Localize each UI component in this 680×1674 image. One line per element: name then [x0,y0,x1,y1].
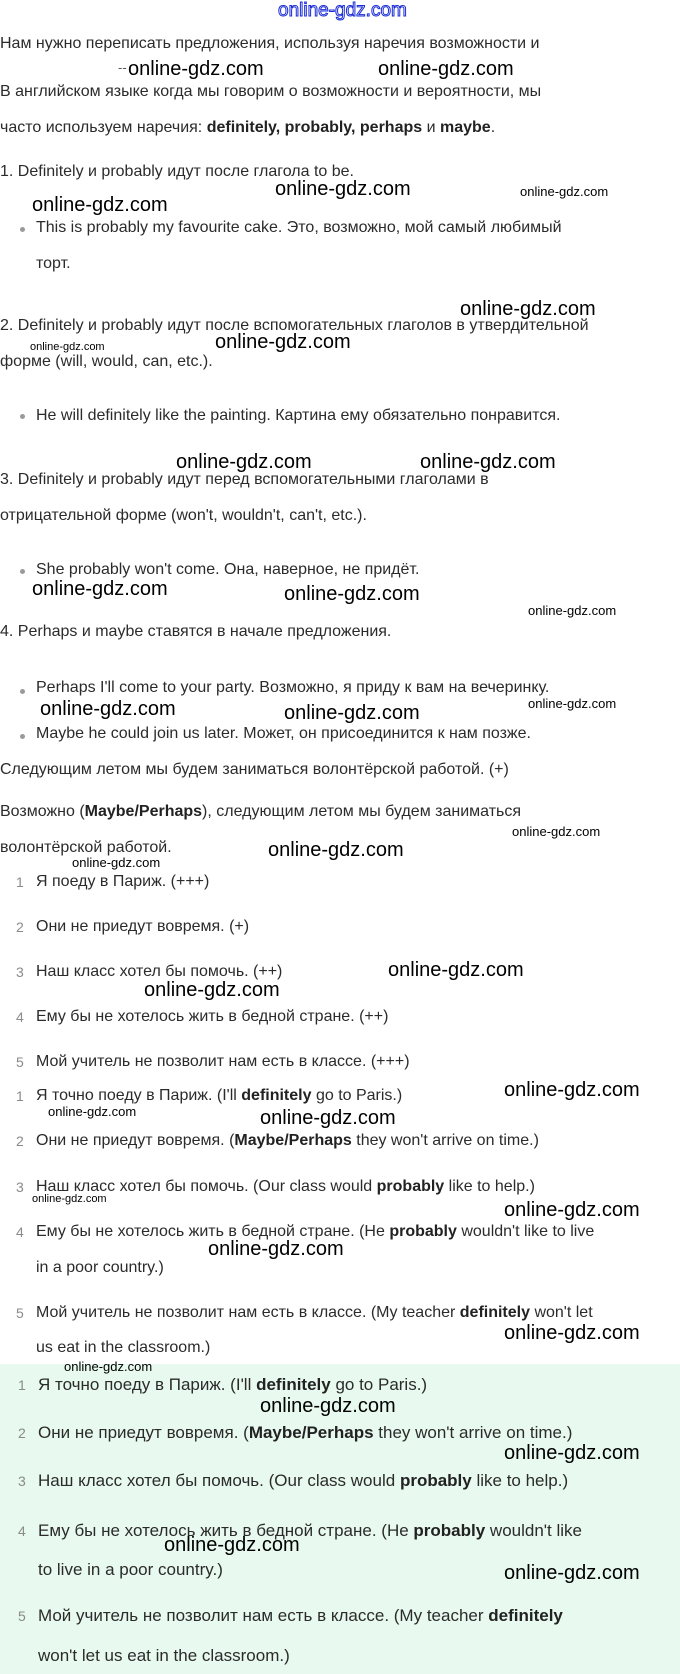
rule-2-example: He will definitely like the painting. Картина ему обязательно понравится. [36,407,561,424]
site-logo[interactable]: online-gdz.com [278,0,407,21]
rule-1-heading: 1. Definitely и probably идут после глагола to be. [0,163,354,180]
answer-number: 5 [16,1305,24,1321]
final-answer-text [38,1471,568,1491]
answer-text [36,1303,593,1323]
bullet-icon [20,414,25,419]
rule-1-example-line-1: This is probably my favourite cake. Это, возможно, мой самый любимый [36,219,562,236]
final-answer-text-line-2: won't let us eat in the classroom.) [38,1646,290,1665]
task-text: Они не приедут вовремя. (+) [36,918,250,935]
final-answer-adverb: probably [399,1471,472,1490]
final-answer-pre: Наш класс хотел бы помочь. (Our class would [38,1471,400,1490]
answer-pre: Они не приедут вовремя. ( [36,1132,235,1149]
watermark: online-gdz.com [284,583,420,605]
watermark: online-gdz.com [284,702,420,724]
answer-post: won't let [530,1304,593,1321]
watermark: online-gdz.com [520,184,609,199]
intro-line-2: В английском языке когда мы говорим о возможности и вероятности, мы [0,83,542,100]
example-task-line-2-end: ), следующим летом мы будем заниматься [202,803,522,820]
watermark: online-gdz.com [176,451,312,473]
task-number: 4 [16,1009,24,1025]
task-number: 2 [16,919,24,935]
final-answer-pre: Ему бы не хотелось жить в бедной стране. (He [38,1521,414,1540]
answer-number: 1 [16,1088,24,1104]
watermark: online-gdz.com [504,1199,640,1221]
intro-dot: . [490,119,496,136]
intro-and: и [422,119,440,136]
answer-adverb: probably [376,1178,445,1195]
intro-dash: -- [118,60,127,75]
watermark: online-gdz.com [504,1322,640,1344]
rule-3-heading-line-1: 3. Definitely и probably идут перед вспомогательными глаголами в [0,471,489,488]
watermark: online-gdz.com [32,1193,107,1205]
answer-adverb: definitely [241,1087,312,1104]
answer-text [36,1131,539,1151]
watermark: online-gdz.com [64,1359,153,1374]
watermark: online-gdz.com [40,698,176,720]
example-task-bold: Maybe/Perhaps [84,803,203,820]
final-answer-pre: Они не приедут вовремя. ( [38,1423,249,1442]
answer-pre: Наш класс хотел бы помочь. (Our class would [36,1178,377,1195]
task-number: 3 [16,964,24,980]
watermark: online-gdz.com [512,824,601,839]
final-answer-text [38,1375,427,1395]
final-answer-adverb: probably [413,1521,486,1540]
answer-number: 3 [16,1179,24,1195]
final-answer-text [38,1606,563,1626]
watermark: online-gdz.com [388,959,524,981]
bullet-icon [20,689,25,694]
final-answer-text-line-2: to live in a poor country.) [38,1560,223,1579]
rule-2-heading-line-1: 2. Definitely и probably идут после вспомогательных глаголов в утвердительной [0,317,589,334]
watermark: online-gdz.com [72,855,161,870]
final-answer-number: 4 [18,1523,26,1539]
watermark: online-gdz.com [528,603,617,618]
answer-text-line-2: us eat in the classroom.) [36,1339,211,1356]
task-text: Я поеду в Париж. (+++) [36,873,210,890]
bullet-icon [20,227,25,232]
watermark: online-gdz.com [275,178,411,200]
answer-post: like to help.) [444,1178,535,1195]
answer-pre: Ему бы не хотелось жить в бедной стране. (He [36,1223,390,1240]
final-answer-adverb: Maybe/Perhaps [248,1423,374,1442]
answer-post: wouldn't like to live [456,1223,595,1240]
watermark: online-gdz.com [460,298,596,320]
bullet-icon [20,569,25,574]
watermark: online-gdz.com [528,696,617,711]
watermark: online-gdz.com [260,1395,396,1417]
answer-number: 2 [16,1133,24,1149]
task-text: Мой учитель не позволит нам есть в классе. (+++) [36,1053,410,1070]
bullet-icon [20,734,25,739]
answer-adverb: Maybe/Perhaps [234,1132,352,1149]
intro-line-3 [0,118,495,138]
rule-2-heading-line-2: форме (will, would, can, etc.). [0,353,213,370]
rule-4-heading: 4. Perhaps и maybe ставятся в начале предложения. [0,623,392,640]
answer-text [36,1177,535,1197]
watermark: online-gdz.com [30,341,105,353]
final-answer-number: 5 [18,1608,26,1624]
example-task-line-2-start: Возможно ( [0,803,85,820]
watermark: online-gdz.com [215,331,351,353]
final-answer-post: go to Paris.) [330,1375,428,1394]
final-answer-text [38,1521,582,1541]
intro-maybe: maybe [439,119,491,136]
final-answer-adverb: definitely [488,1606,563,1625]
final-answer-post: like to help.) [471,1471,569,1490]
watermark: online-gdz.com [504,1562,640,1584]
final-answer-pre: Мой учитель не позволит нам есть в классе. (My teacher [38,1606,489,1625]
final-answer-post: they won't arrive on time.) [373,1423,573,1442]
watermark: online-gdz.com [504,1079,640,1101]
final-answer-post: wouldn't like [485,1521,582,1540]
answer-adverb: probably [389,1223,457,1240]
answer-number: 4 [16,1224,24,1240]
intro-adverbs: definitely, probably, perhaps [206,119,423,136]
answer-pre: Мой учитель не позволит нам есть в классе. (My teacher [36,1304,460,1321]
watermark: online-gdz.com [378,58,514,80]
intro-line-3-start: часто используем наречия: [0,119,207,136]
watermark: online-gdz.com [48,1104,137,1119]
task-text: Наш класс хотел бы помочь. (++) [36,963,283,980]
task-number: 5 [16,1054,24,1070]
final-answer-number: 1 [18,1377,26,1393]
watermark: online-gdz.com [420,451,556,473]
final-answer-number: 3 [18,1473,26,1489]
rule-1-example-line-2: торт. [36,255,71,272]
example-task-line-3: волонтёрской работой. [0,839,172,856]
intro-line-1: Нам нужно переписать предложения, используя наречия возможности и [0,35,540,52]
rule-4-example-2: Maybe he could join us later. Может, он присоединится к нам позже. [36,725,531,742]
watermark: online-gdz.com [164,1534,300,1556]
final-answer-adverb: definitely [256,1375,331,1394]
final-answer-number: 2 [18,1425,26,1441]
watermark: online-gdz.com [260,1107,396,1129]
example-task-line-1: Следующим летом мы будем заниматься волонтёрской работой. (+) [0,761,509,778]
watermark: online-gdz.com [32,578,168,600]
answer-text [36,1086,402,1106]
task-text: Ему бы не хотелось жить в бедной стране. (++) [36,1008,389,1025]
watermark: online-gdz.com [128,58,264,80]
rule-3-heading-line-2: отрицательной форме (won't, wouldn't, can't, etc.). [0,507,367,524]
final-answer-text [38,1423,572,1443]
example-task-line-2 [0,802,521,822]
watermark: online-gdz.com [32,194,168,216]
answer-text-line-2: in a poor country.) [36,1259,164,1276]
watermark: online-gdz.com [208,1238,344,1260]
answer-adverb: definitely [459,1304,530,1321]
rule-3-example: She probably won't come. Она, наверное, не придёт. [36,561,420,578]
task-number: 1 [16,874,24,890]
final-answer-pre: Я точно поеду в Париж. (I'll [38,1375,257,1394]
answer-post: go to Paris.) [311,1087,403,1104]
watermark: online-gdz.com [504,1442,640,1464]
answer-post: they won't arrive on time.) [351,1132,539,1149]
watermark: online-gdz.com [268,839,404,861]
watermark: online-gdz.com [144,979,280,1001]
answer-pre: Я точно поеду в Париж. (I'll [36,1087,242,1104]
rule-4-example-1: Perhaps I'll come to your party. Возможно, я приду к вам на вечеринку. [36,679,550,696]
